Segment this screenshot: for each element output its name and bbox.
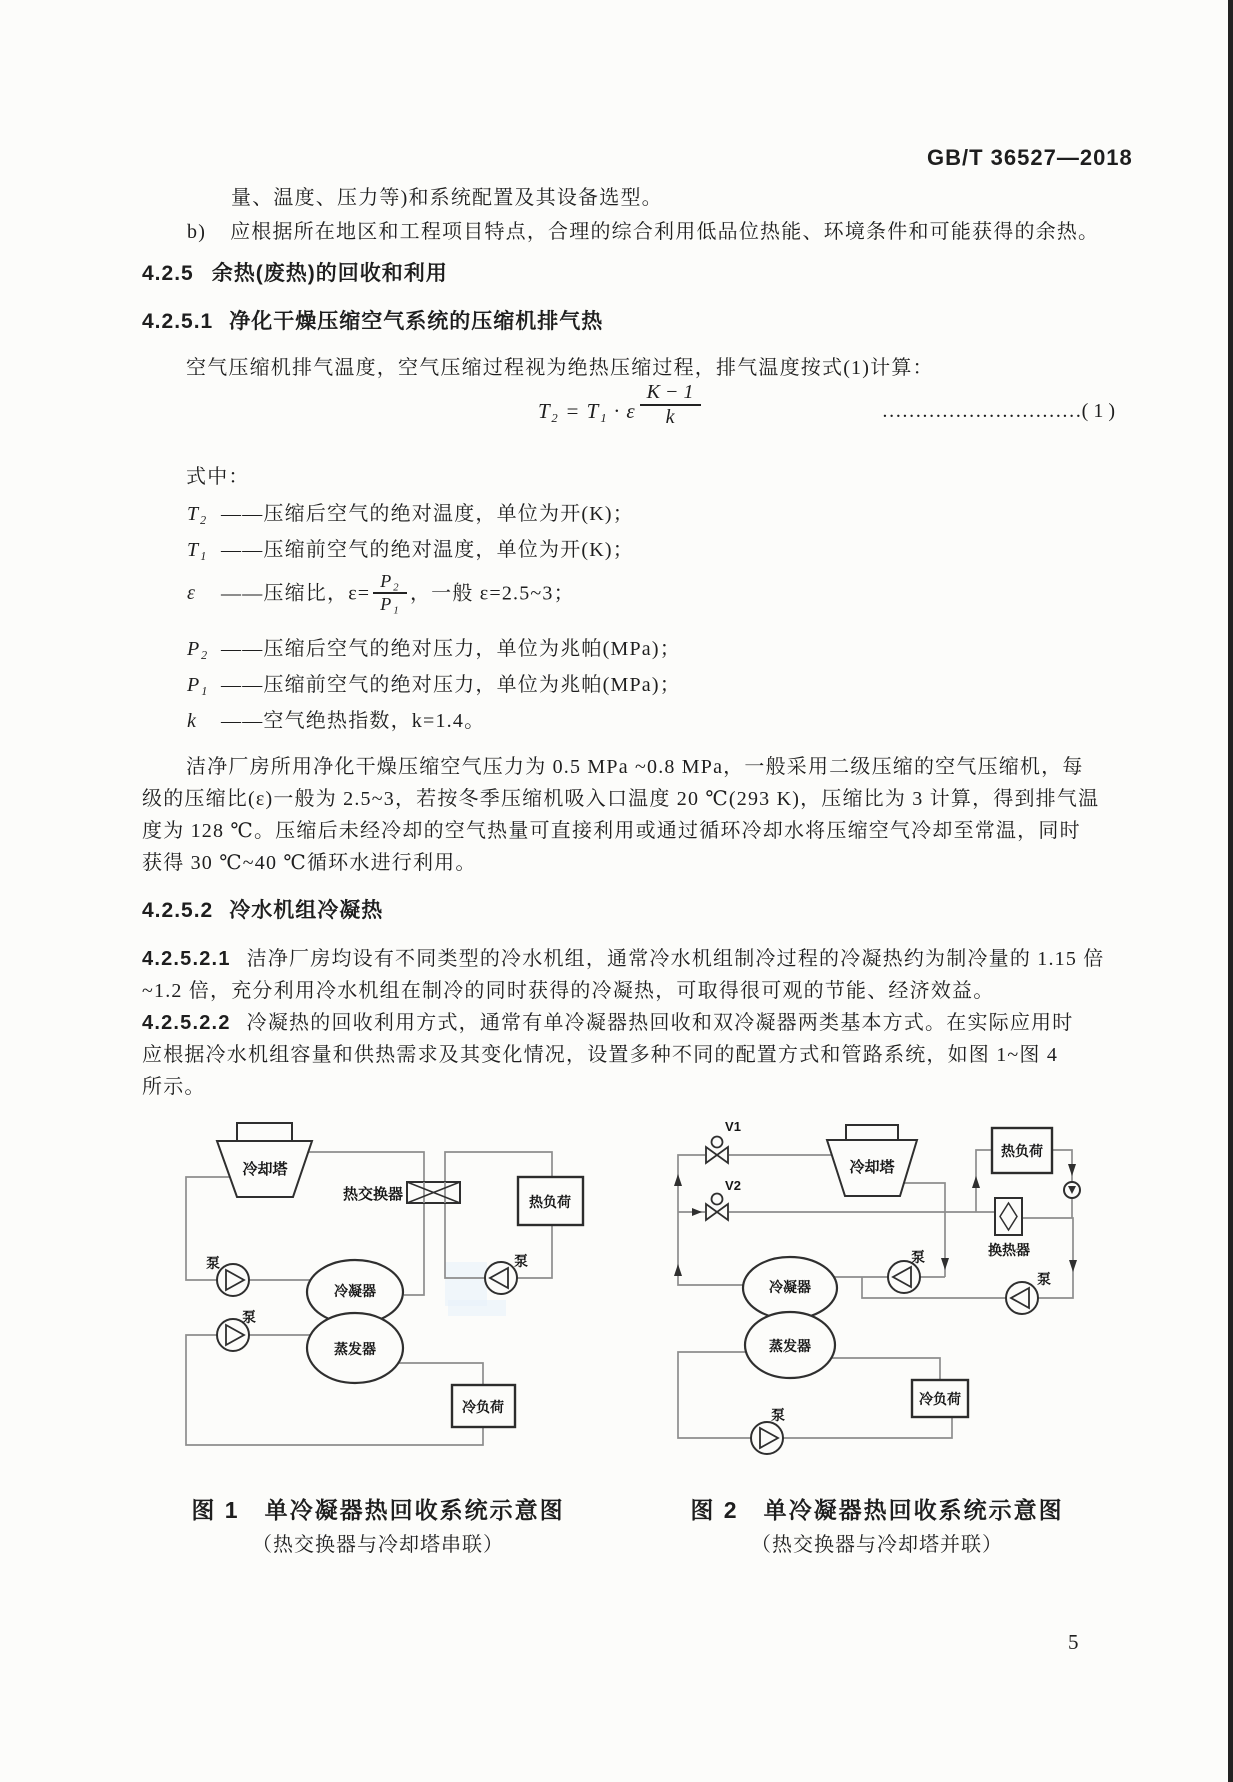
heading-4-2-5-title: 余热(废热)的回收和利用	[211, 262, 448, 285]
fig2-flow-arrow-up-icon	[674, 1264, 682, 1276]
fig2-evaporator-label: 蒸发器	[769, 1338, 811, 1354]
fig2-pump-mid	[888, 1249, 925, 1293]
definition-T2: T₂ ——压缩后空气的绝对温度，单位为开(K)；	[187, 503, 634, 525]
fig2-pump-bottom-label: 泵	[771, 1407, 785, 1423]
figure-2-caption: 图 2 单冷凝器热回收系统示意图	[690, 1497, 1064, 1523]
paragraph-4-2-5-2-2-number: 4.2.5.2.2	[142, 1012, 231, 1034]
paragraph-4-2-5-2-1-line-1: 4.2.5.2.1 洁净厂房均设有不同类型的冷水机组，通常冷水机组制冷过程的冷凝热约为制冷量的 1.15 倍	[142, 948, 1105, 970]
fig2-flow-arrow-up-icon	[972, 1176, 980, 1188]
figure-1-caption: 图 1 单冷凝器热回收系统示意图	[191, 1497, 565, 1523]
fig2-pump-right-label: 泵	[1037, 1271, 1051, 1287]
equation-1-dots: …………………………	[881, 400, 1082, 422]
fig2-heat-exchanger-label: 换热器	[988, 1242, 1030, 1258]
list-item-b	[187, 215, 1099, 244]
fig1-cooling-load-label: 冷负荷	[462, 1399, 504, 1415]
heading-4-2-5-number: 4.2.5	[142, 262, 194, 285]
paragraph-4-2-5-2-1-number: 4.2.5.2.1	[142, 948, 231, 970]
fig2-valve-bowtie-icon	[706, 1204, 728, 1220]
paragraph-1-line-2: 级的压缩比(ε)一般为 2.5~3，若按冬季压缩机吸入口温度 20 ℃(293 K)，压缩比为 3 计算，得到排气温	[142, 788, 1100, 810]
fig1-pump-1	[206, 1255, 249, 1296]
fig1-evaporator-label: 蒸发器	[334, 1341, 376, 1357]
fig2-chiller	[743, 1257, 837, 1378]
fig2-pump-bottom	[751, 1407, 785, 1454]
paragraph-1-line-3: 度为 128 ℃。压缩后未经冷却的空气热量可直接利用或通过循环冷却水将压缩空气冷却至常温，同时	[142, 820, 1081, 842]
list-item-b-text: 应根据所在地区和工程项目特点，合理的综合利用低品位热能、环境条件和可能获得的余热。	[230, 221, 1100, 243]
fig2-flow-arrow-down-icon	[1068, 1164, 1076, 1176]
fig1-pipe-heatload-to-pump	[517, 1225, 552, 1278]
fig2-heat-load-label: 热负荷	[1001, 1143, 1043, 1159]
fig2-valve-actuator-icon	[712, 1194, 723, 1205]
fig2-cooling-tower	[827, 1125, 917, 1196]
fig2-cooling-load	[912, 1380, 968, 1417]
figures-schematics	[120, 1100, 1120, 1490]
fig2-condenser-label: 冷凝器	[769, 1279, 811, 1295]
fig1-pump-2-label: 泵	[242, 1309, 256, 1325]
fig2-valve-v2	[706, 1178, 741, 1220]
fig1-pump-2	[217, 1309, 256, 1351]
where-label: 式中：	[186, 466, 250, 488]
fig2-flow-arrow-right-icon	[692, 1208, 702, 1216]
fig1-cooling-tower-fan-icon	[237, 1123, 292, 1141]
heading-4-2-5-1-number: 4.2.5.1	[142, 310, 214, 333]
equation-1-denominator: k	[665, 406, 675, 428]
fig1-pump-3	[485, 1253, 528, 1294]
definition-T1: T₁ ——压缩前空气的绝对温度，单位为开(K)；	[187, 539, 634, 561]
fig1-cooling-load	[452, 1385, 515, 1427]
definition-k: k ——空气绝热指数，k=1.4。	[187, 710, 486, 732]
fig1-pump-3-label: 泵	[514, 1253, 528, 1269]
heading-4-2-5	[142, 257, 448, 287]
heading-4-2-5-1-title: 净化干燥压缩空气系统的压缩机排气热	[229, 310, 604, 333]
fig2-valve-v1	[706, 1119, 741, 1163]
definition-P1: P₁ ——压缩前空气的绝对压力，单位为兆帕(MPa)；	[187, 674, 681, 696]
fig1-heat-load-label: 热负荷	[529, 1194, 571, 1210]
fig1-pipe-pump-to-hx	[445, 1203, 485, 1278]
fig2-cooling-load-label: 冷负荷	[919, 1391, 961, 1407]
fig2-flow-arrow-down-icon	[1069, 1260, 1077, 1272]
paragraph-1-line-1: 洁净厂房所用净化干燥压缩空气压力为 0.5 MPa ~0.8 MPa，一般采用二级压缩的空气压缩机，每	[186, 756, 1084, 778]
fig1-pump-1-label: 泵	[206, 1255, 220, 1271]
fig2-small-pump	[1064, 1182, 1080, 1198]
page-number: 5	[1068, 1630, 1079, 1654]
paragraph-4-2-5-2-1-line-2: ~1.2 倍，充分利用冷水机组在制冷的同时获得的冷凝热，可取得很可观的节能、经济效益。	[142, 980, 995, 1002]
fig1-pipe-evaporator-to-coolingload	[398, 1363, 483, 1385]
definition-P2: P₂ ——压缩后空气的绝对压力，单位为兆帕(MPa)；	[187, 638, 681, 660]
paragraph-continuation-line: 量、温度、压力等)和系统配置及其设备选型。	[231, 187, 663, 209]
fig2-valve-actuator-icon	[712, 1137, 723, 1148]
fig2-heat-exchanger	[988, 1198, 1030, 1258]
heading-4-2-5-2-number: 4.2.5.2	[142, 899, 214, 922]
fig2-pipe-up-to-heatload	[976, 1150, 992, 1212]
heading-4-2-5-2-title: 冷水机组冷凝热	[229, 899, 384, 922]
fig2-cooling-tower-label: 冷却塔	[849, 1159, 895, 1176]
fig2-pipe-evap-to-coolingload-top	[831, 1358, 940, 1380]
fig1-chiller	[307, 1260, 403, 1383]
list-item-b-label: b)	[187, 221, 207, 243]
fig1-cooling-tower-label: 冷却塔	[242, 1161, 288, 1178]
fig2-heat-load	[992, 1128, 1052, 1173]
heading-4-2-5-1	[142, 305, 603, 335]
fig2-flow-arrow-up-icon	[674, 1174, 682, 1186]
fig2-pipe-bottompump-to-coolingload	[783, 1417, 952, 1438]
fig2-flow-arrow-down-icon	[941, 1258, 949, 1270]
fig2-pump-right	[1006, 1271, 1051, 1314]
equation-1-lhs: T₂ = T₁ · ε	[538, 398, 636, 423]
equation-1-number: …………………………( 1 )	[881, 400, 1115, 422]
definition-epsilon: ε ——压缩比，ε= $\frac{\text{P₂}}{\text{P₁}}$ ，一般 ε=2.5~3；	[187, 571, 575, 614]
definition-epsilon-fraction: $\frac{\text{P₂}}{\text{P₁}}$	[373, 572, 407, 614]
fig2-pipe-evap-to-bottompump	[678, 1352, 751, 1438]
fig1-cooling-tower	[217, 1123, 312, 1197]
equation-1-fraction	[640, 382, 701, 428]
figure-1-subcaption: （热交换器与冷却塔串联）	[252, 1534, 504, 1556]
figure-2-subcaption: （热交换器与冷却塔并联）	[751, 1534, 1003, 1556]
fig1-heat-load	[518, 1177, 583, 1225]
fig1-heat-exchanger-label: 热交换器	[342, 1186, 403, 1203]
fig1-condenser-label: 冷凝器	[334, 1283, 376, 1299]
paragraph-intro-formula: 空气压缩机排气温度，空气压缩过程视为绝热压缩过程，排气温度按式(1)计算：	[186, 357, 934, 379]
fig2-pipe-rightpump-return	[862, 1277, 1006, 1298]
equation-1	[538, 381, 701, 434]
standard-number-header: GB/T 36527—2018	[927, 145, 1133, 170]
scan-edge-artifact	[1228, 0, 1233, 1782]
equation-1-numerator: K − 1	[640, 382, 701, 406]
fig2-pump-mid-label: 泵	[911, 1249, 925, 1265]
paragraph-4-2-5-2-2-line-2: 应根据冷水机组容量和供热需求及其变化情况，设置多种不同的配置方式和管路系统，如图 1~图 4	[142, 1044, 1059, 1066]
fig2-pipe-valves-to-condenser	[678, 1155, 743, 1285]
fig1-heat-exchanger	[343, 1182, 460, 1203]
heading-4-2-5-2	[142, 894, 383, 924]
fig2-valve-bowtie-icon	[706, 1147, 728, 1163]
figure-2-heat-recovery-parallel	[674, 1119, 1080, 1454]
paragraph-1-line-4: 获得 30 ℃~40 ℃循环水进行利用。	[142, 852, 477, 874]
paragraph-4-2-5-2-2-line-3: 所示。	[142, 1076, 206, 1098]
fig2-valve-v1-label: V1	[725, 1119, 741, 1134]
paragraph-4-2-5-2-2-line-1: 4.2.5.2.2 冷凝热的回收利用方式，通常有单冷凝器热回收和双冷凝器两类基本方式。在实际应用时	[142, 1012, 1074, 1034]
figure-1-heat-recovery-series	[186, 1123, 583, 1445]
fig2-valve-v2-label: V2	[725, 1178, 741, 1193]
